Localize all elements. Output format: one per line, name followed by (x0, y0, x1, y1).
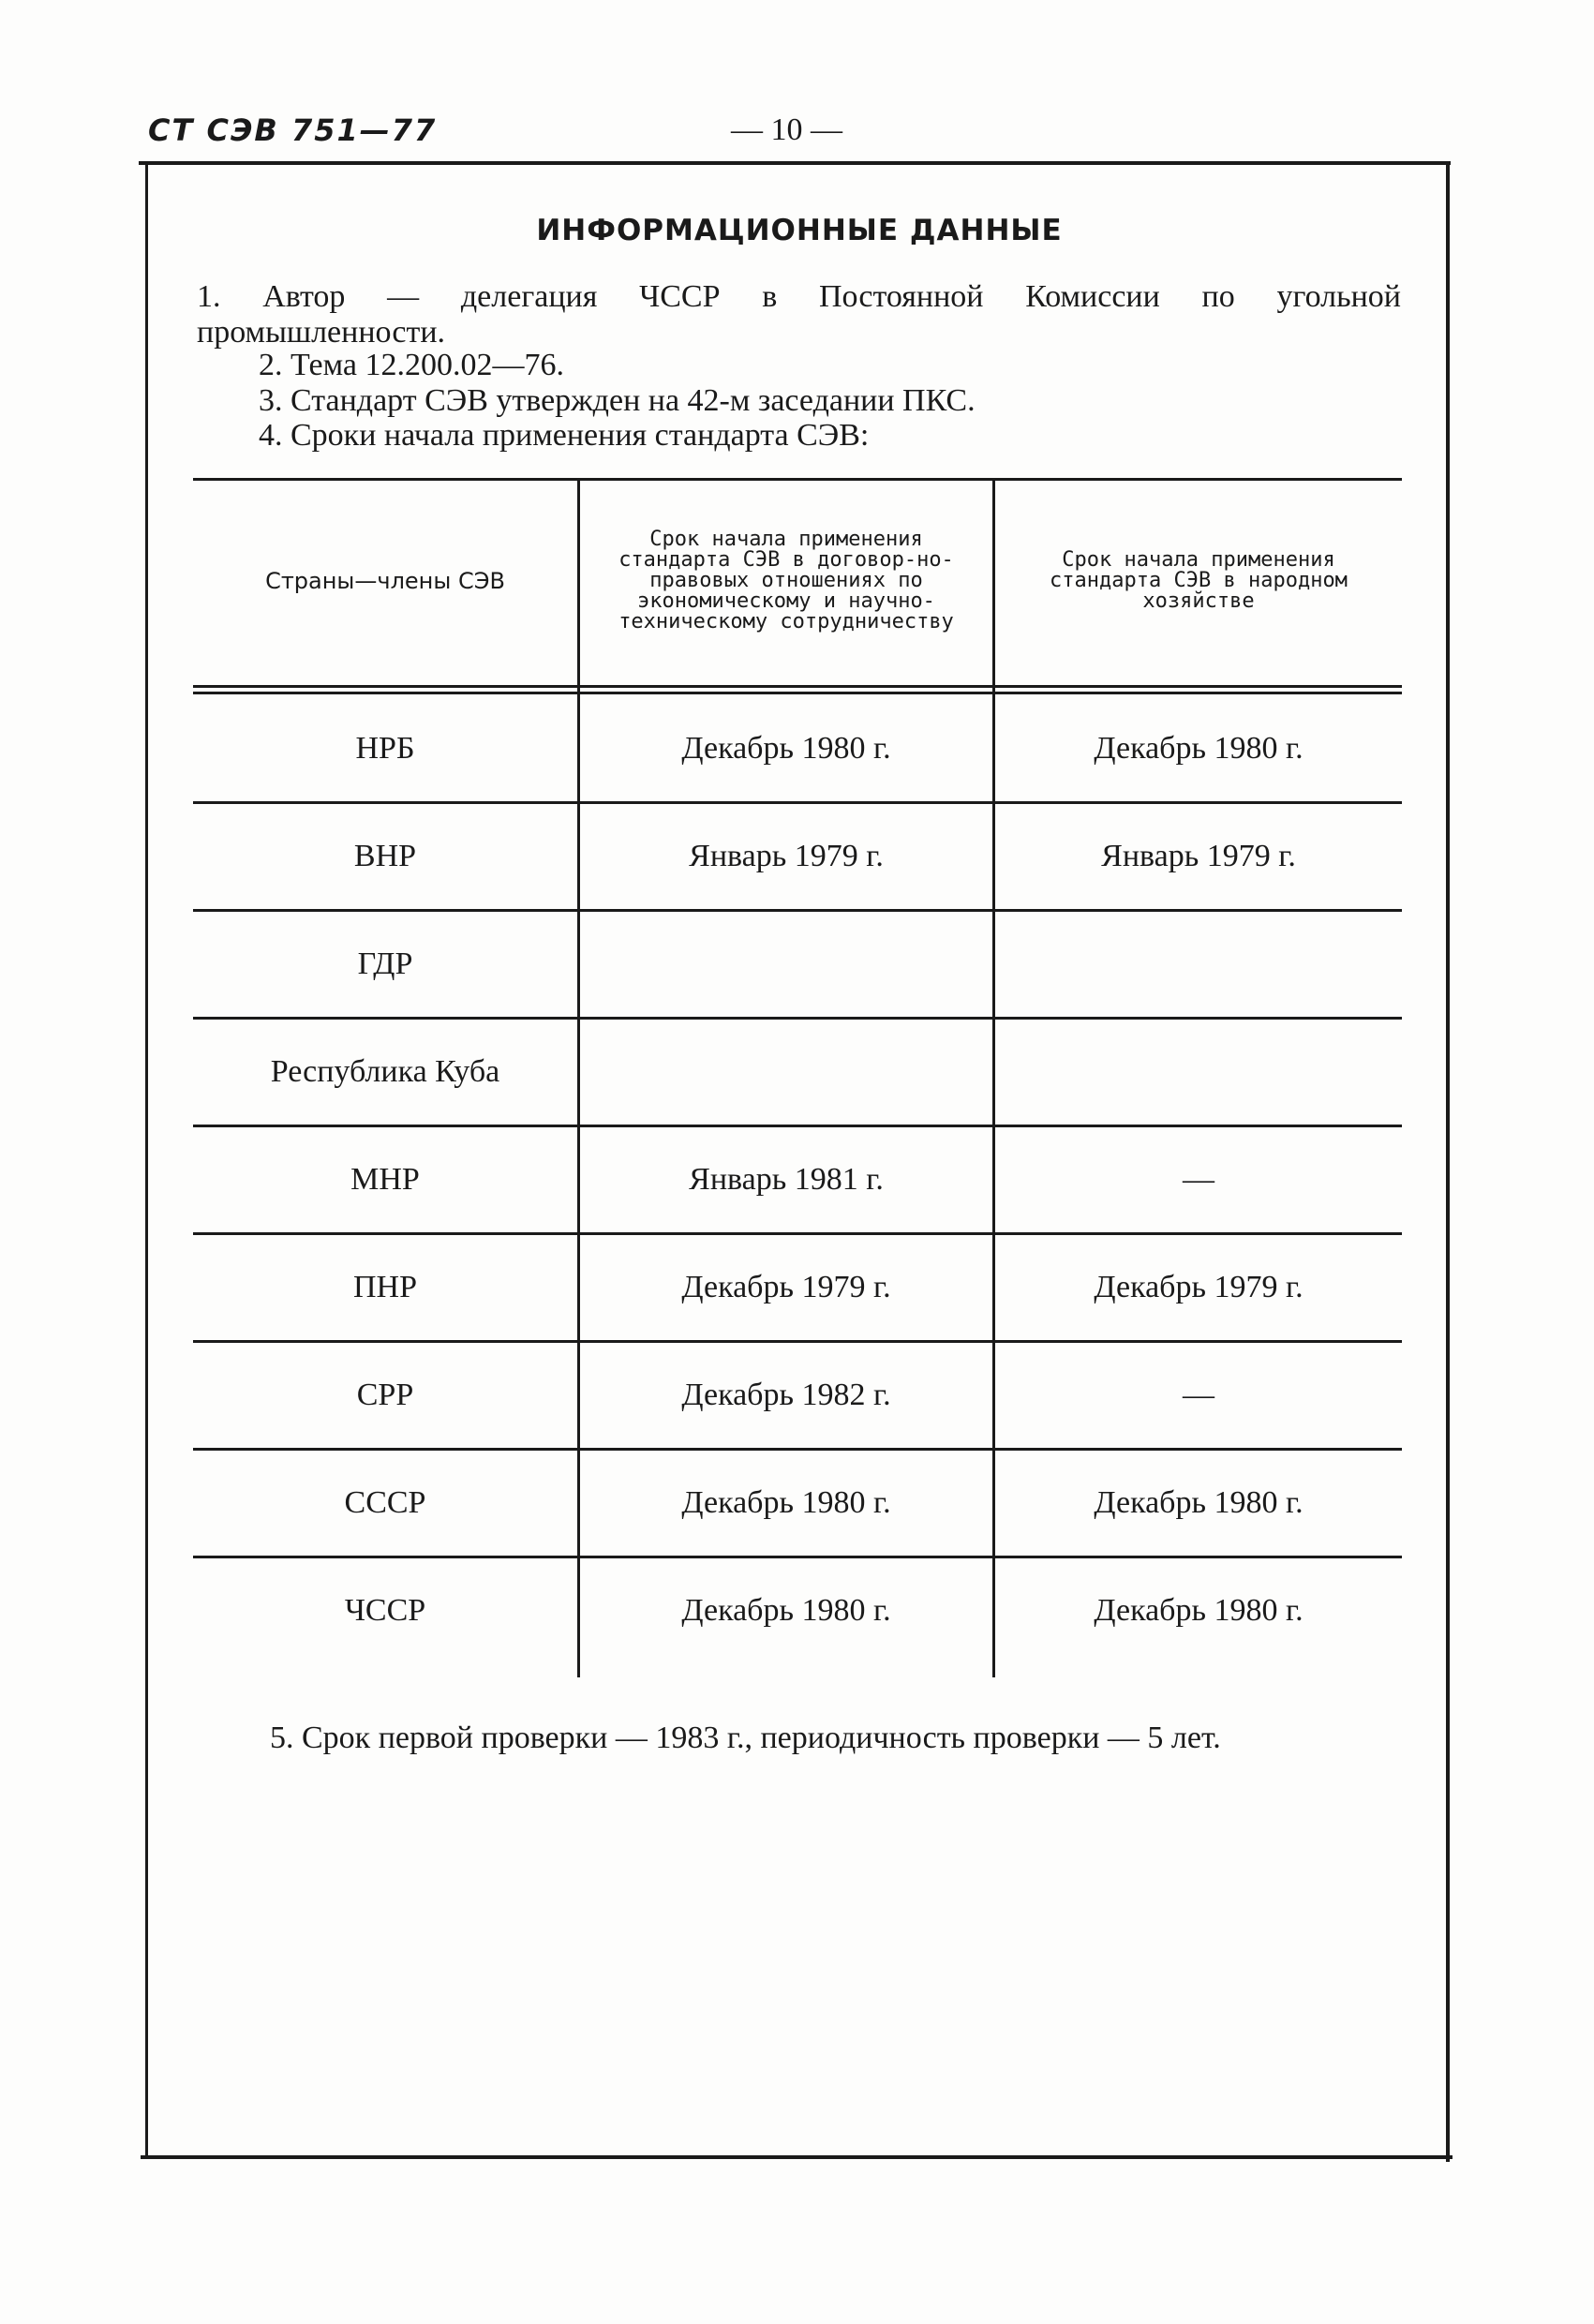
table-cell-country: СССР (344, 1484, 426, 1520)
info-item-2: 2. Тема 12.200.02—76. (259, 348, 564, 382)
table-row (193, 1233, 1402, 1341)
table-cell-contract-date: Декабрь 1982 г. (681, 1377, 891, 1412)
info-item-4: 4. Сроки начала применения стандарта СЭВ: (259, 418, 870, 453)
table-cell-economy-date: Декабрь 1980 г. (1094, 1484, 1304, 1520)
table-cell-economy-date: Декабрь 1979 г. (1094, 1269, 1304, 1304)
table-row (193, 1449, 1402, 1557)
table-header-contract-date-label: Срок начала применения стандарта СЭВ в договор-но-правовых отношениях по экономическому и научно-техническому сотрудничеству (618, 528, 954, 633)
frame-bottom-border (141, 2155, 1452, 2159)
section-title: ИНФОРМАЦИОННЫЕ ДАННЫЕ (536, 214, 1063, 247)
table-cell-country: Республика Куба (270, 1053, 500, 1089)
table-header-double-rule-a (193, 685, 1402, 688)
table-row (193, 802, 1402, 910)
table-cell-contract-date: Декабрь 1979 г. (681, 1269, 891, 1304)
table-cell-contract-date: Декабрь 1980 г. (681, 1592, 891, 1628)
table-row (193, 910, 1402, 1018)
table-cell-contract-date: Декабрь 1980 г. (681, 1484, 891, 1520)
table-cell-economy-date (995, 1018, 1402, 1125)
table-row (193, 1018, 1402, 1125)
table-cell-country: ЧССР (344, 1592, 426, 1628)
table-cell-economy-date (995, 910, 1402, 1018)
table-header-economy-date-label: Срок начала применения стандарта СЭВ в народном хозяйстве (1050, 548, 1348, 613)
table-cell-economy-date: — (1183, 1377, 1214, 1412)
table-row (193, 1341, 1402, 1449)
table-cell-country: МНР (350, 1161, 420, 1197)
table-header-countries-label: Страны—члены СЭВ (265, 568, 505, 594)
header-document-code: СТ СЭВ 751—77 (148, 112, 438, 148)
info-item-1-continuation: промышленности. (197, 315, 446, 350)
table-row (193, 1557, 1402, 1664)
info-item-1: 1. Автор — делегация ЧССР в Постоянной Комиссии по угольной (197, 279, 1401, 314)
table-cell-country: НРБ (355, 730, 415, 766)
table-cell-country: ПНР (352, 1269, 418, 1304)
table-cell-economy-date: — (1183, 1161, 1214, 1197)
table-cell-economy-date: Декабрь 1980 г. (1094, 730, 1304, 766)
table-header-contract-date (580, 478, 992, 684)
table-cell-contract-date (580, 1018, 992, 1125)
frame-top-border (139, 161, 1451, 165)
info-item-3: 3. Стандарт СЭВ утвержден на 42-м заседании ПКС. (259, 383, 976, 418)
header-page-number: — 10 — (731, 112, 842, 147)
table-header-countries (193, 478, 577, 684)
table-cell-country: ВНР (353, 838, 417, 873)
table-cell-economy-date: Январь 1979 г. (1101, 838, 1296, 873)
frame-right-border (1446, 161, 1450, 2162)
table-cell-country: СРР (356, 1377, 414, 1412)
frame-left-border (145, 161, 148, 2157)
table-cell-economy-date: Декабрь 1980 г. (1094, 1592, 1304, 1628)
table-cell-contract-date: Январь 1979 г. (689, 838, 884, 873)
table-row (193, 694, 1402, 802)
table-cell-contract-date: Январь 1981 г. (689, 1161, 884, 1197)
table-header-economy-date (995, 478, 1402, 684)
table-cell-country: ГДР (357, 946, 413, 981)
table-row (193, 1125, 1402, 1233)
info-item-5: 5. Срок первой проверки — 1983 г., периодичность проверки — 5 лет. (270, 1721, 1221, 1755)
table-cell-contract-date (580, 910, 992, 1018)
table-cell-contract-date: Декабрь 1980 г. (681, 730, 891, 766)
